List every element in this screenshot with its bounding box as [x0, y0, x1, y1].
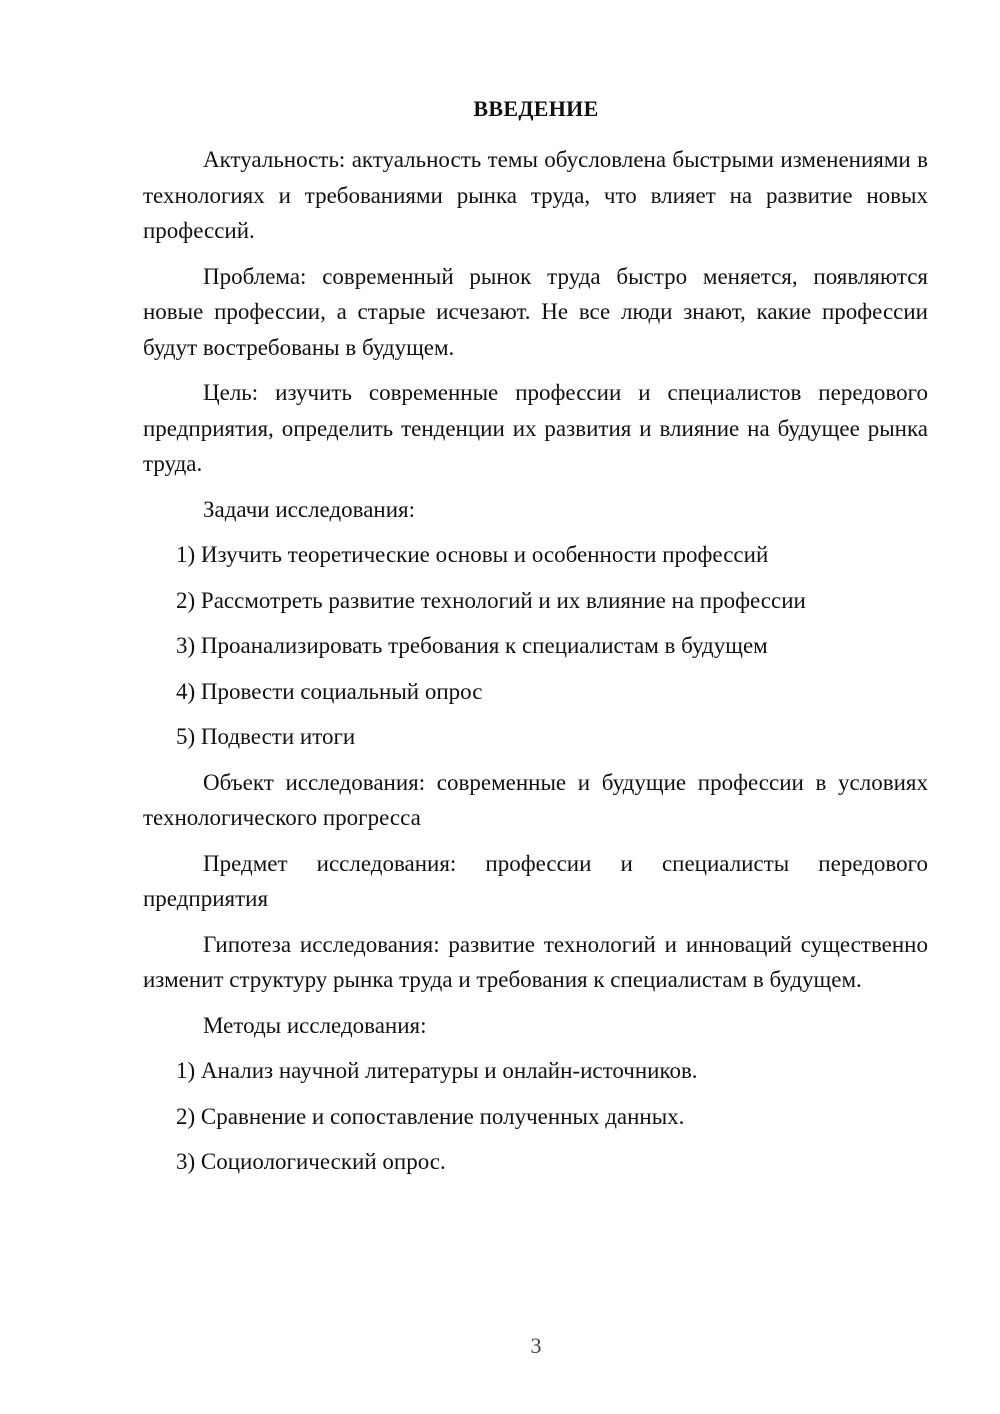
page-number: 3	[530, 1333, 542, 1358]
list-item: 2) Сравнение и сопоставление полученных данных.	[176, 1103, 685, 1129]
methods-list	[143, 1053, 928, 1180]
paragraph-tasks-heading: Задачи исследования:	[203, 496, 416, 522]
paragraph-hypothesis: Гипотеза исследования: развитие технологий и инноваций существенно изменит структуру рынка труда и требования к специалистам в будущем.	[143, 931, 928, 992]
paragraph-subject: Предмет исследования: профессии и специалисты передового предприятия	[143, 850, 928, 911]
paragraph-object: Объект исследования: современные и будущие профессии в условиях технологического прогресса	[143, 769, 928, 830]
paragraph-problem: Проблема: современный рынок труда быстро меняется, появляются новые профессии, а старые исчезают. Не все люди знают, какие профессии будут востребованы в будущем.	[143, 263, 928, 360]
tasks-list	[143, 537, 928, 755]
list-item: 1) Анализ научной литературы и онлайн-источников.	[176, 1058, 698, 1083]
list-item: 2) Рассмотреть развитие технологий и их влияние на профессии	[176, 587, 806, 613]
list-item: 4) Провести социальный опрос	[176, 678, 483, 704]
list-item: 3) Проанализировать требования к специалистам в будущем	[176, 633, 768, 658]
paragraph-methods-heading: Методы исследования:	[203, 1012, 427, 1038]
paragraph-relevance: Актуальность: актуальность темы обусловлена быстрыми изменениями в технологиях и требованиями рынка труда, что влияет на развитие новых профессий.	[143, 147, 928, 243]
list-item: 5) Подвести итоги	[176, 724, 356, 749]
document-body	[143, 142, 928, 1190]
list-item: 3) Социологический опрос.	[176, 1149, 446, 1174]
paragraph-goal: Цель: изучить современные профессии и специалистов передового предприятия, определить тенденции их развития и влияние на будущее рынка труда.	[143, 380, 928, 476]
list-item: 1) Изучить теоретические основы и особенности профессий	[176, 542, 769, 567]
section-title: ВВЕДЕНИЕ	[473, 96, 599, 121]
